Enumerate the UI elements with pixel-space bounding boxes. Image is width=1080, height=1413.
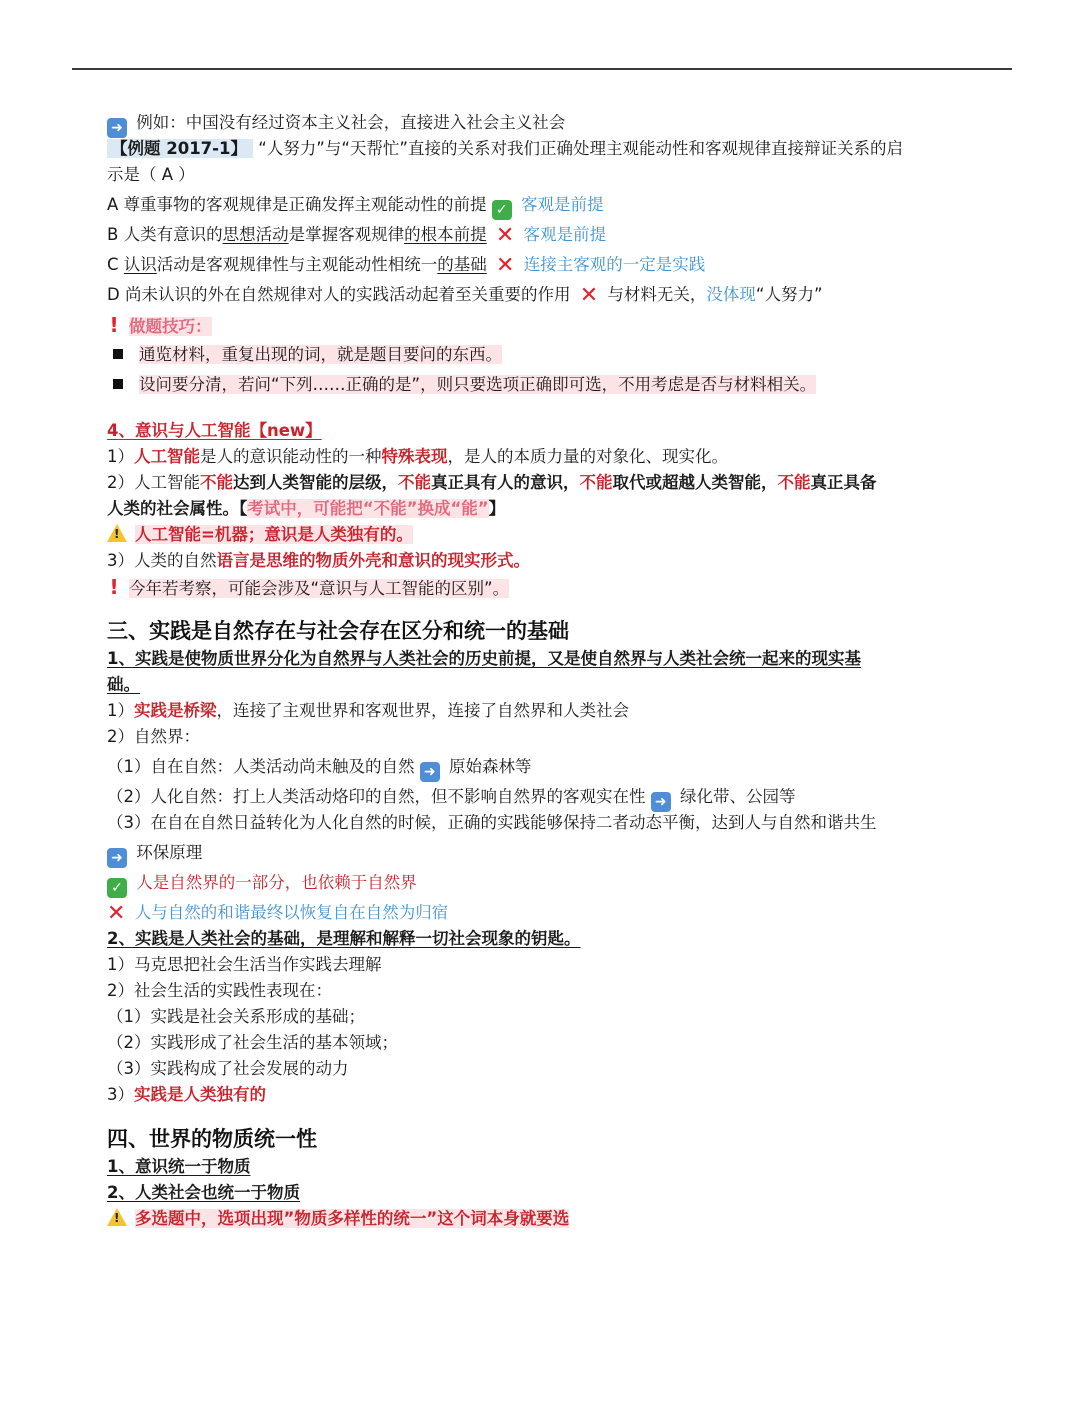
nature-item-2: （2）人化自然：打上人类活动烙印的自然，但不影响自然界的客观实在性 ➜ 绿化带、公园等: [107, 787, 796, 810]
arrow-right-icon: ➜: [107, 118, 127, 138]
society-item-2: （2）实践形成了社会生活的基本领域；: [107, 1033, 398, 1052]
wrong-statement: ✕ 人与自然的和谐最终以恢复自在自然为归宿: [107, 901, 449, 926]
correct-statement: ✓ 人是自然界的一部分，也依赖于自然界: [107, 870, 987, 896]
ai-warning: !人工智能=机器；意识是人类独有的。: [107, 522, 987, 548]
example-line: ➜ 例如：中国没有经过资本主义社会，直接进入社会主义社会: [107, 110, 987, 136]
nature-item-1: （1）自在自然：人类活动尚未触及的自然 ➜ 原始森林等: [107, 757, 532, 780]
exclamation-icon: !: [109, 313, 119, 337]
square-bullet-icon: [113, 349, 123, 359]
cross-icon: ✕: [496, 253, 515, 278]
section-4-sub1: 1、意识统一于物质: [107, 1157, 251, 1176]
tips-title: ! 做题技巧：: [107, 312, 987, 338]
section-3-sub1: 1、实践是使物质世界分化为自然界与人类社会的历史前提，又是使自然界与人类社会统一起来的现实基: [107, 649, 861, 668]
ai-point-3: 3）人类的自然语言是思维的物质外壳和意识的现实形式。: [107, 551, 530, 570]
society-point-1: 1）马克思把社会生活当作实践去理解: [107, 955, 382, 974]
society-point-3: 3）实践是人类独有的: [107, 1085, 266, 1104]
top-rule: [72, 68, 1012, 70]
exclamation-icon: !: [109, 575, 119, 599]
s3-point-1: 1）实践是桥梁，连接了主观世界和客观世界，连接了自然界和人类社会: [107, 701, 629, 720]
option-b: B 人类有意识的思想活动是掌握客观规律的根本前提 ✕ 客观是前提: [107, 223, 607, 248]
question-label: 【例题 2017-1】: [107, 139, 253, 158]
ai-point-2: 2）人工智能不能达到人类智能的层级，不能真正具有人的意识，不能取代或超越人类智能，不能真正具备: [107, 473, 877, 492]
ai-point-1: 1）人工智能是人的意识能动性的一种特殊表现，是人的本质力量的对象化、现实化。: [107, 447, 728, 466]
warning-icon: [107, 524, 127, 542]
society-item-3: （3）实践构成了社会发展的动力: [107, 1059, 349, 1078]
tip-item: 通览材料，重复出现的词，就是题目要问的东西。: [107, 342, 987, 368]
arrow-right-icon: ➜: [420, 762, 440, 782]
section-4-heading: 四、世界的物质统一性: [107, 1127, 317, 1151]
section-ai-title: 4、意识与人工智能【new】: [107, 421, 322, 440]
check-icon: ✓: [107, 878, 127, 898]
society-point-2: 2）社会生活的实践性表现在：: [107, 981, 332, 1000]
section-4-sub2: 2、人类社会也统一于物质: [107, 1183, 300, 1202]
question-line-1: 【例题 2017-1】 “人努力”与“天帮忙”直接的关系对我们正确处理主观能动性和客观规律直接辩证关系的启: [107, 136, 987, 162]
ai-note: ! 今年若考察，可能会涉及“意识与人工智能的区别”。: [107, 574, 987, 600]
nature-item-3-cont: ➜ 环保原理: [107, 840, 987, 866]
cross-icon: ✕: [107, 901, 126, 926]
option-a: A 尊重事物的客观规律是正确发挥主观能动性的前提 ✓ 客观是前提: [107, 195, 604, 218]
option-d: D 尚未认识的外在自然规律对人的实践活动起着至关重要的作用 ✕ 与材料无关，没体现“人努力”: [107, 283, 823, 308]
arrow-right-icon: ➜: [107, 848, 127, 868]
ai-point-2-cont: 人类的社会属性。【考试中，可能把“不能”换成“能”】: [107, 499, 506, 518]
option-c: C 认识活动是客观规律性与主观能动性相统一的基础 ✕ 连接主客观的一定是实践: [107, 253, 706, 278]
section-4-warning: !多选题中，选项出现”物质多样性的统一”这个词本身就要选: [107, 1206, 987, 1232]
section-3-sub1-cont: 础。: [107, 675, 140, 694]
warning-icon: [107, 1208, 127, 1226]
square-bullet-icon: [113, 379, 123, 389]
society-item-1: （1）实践是社会关系形成的基础；: [107, 1007, 365, 1026]
question-line-2: 示是（ A ）: [107, 165, 195, 184]
section-3-sub2: 2、实践是人类社会的基础，是理解和解释一切社会现象的钥匙。: [107, 929, 581, 948]
cross-icon: ✕: [495, 223, 515, 248]
nature-item-3: （3）在自在自然日益转化为人化自然的时候，正确的实践能够保持二者动态平衡，达到人与自然和谐共生: [107, 813, 877, 832]
check-icon: ✓: [492, 200, 512, 220]
s3-point-2: 2）自然界：: [107, 727, 200, 746]
arrow-right-icon: ➜: [651, 792, 671, 812]
section-3-heading: 三、实践是自然存在与社会存在区分和统一的基础: [107, 619, 569, 643]
tip-item: 设问要分清，若问“下列……正确的是”，则只要选项正确即可选，不用考虑是否与材料相关。: [107, 372, 987, 398]
cross-icon: ✕: [579, 283, 599, 308]
document-body: [107, 110, 987, 1232]
